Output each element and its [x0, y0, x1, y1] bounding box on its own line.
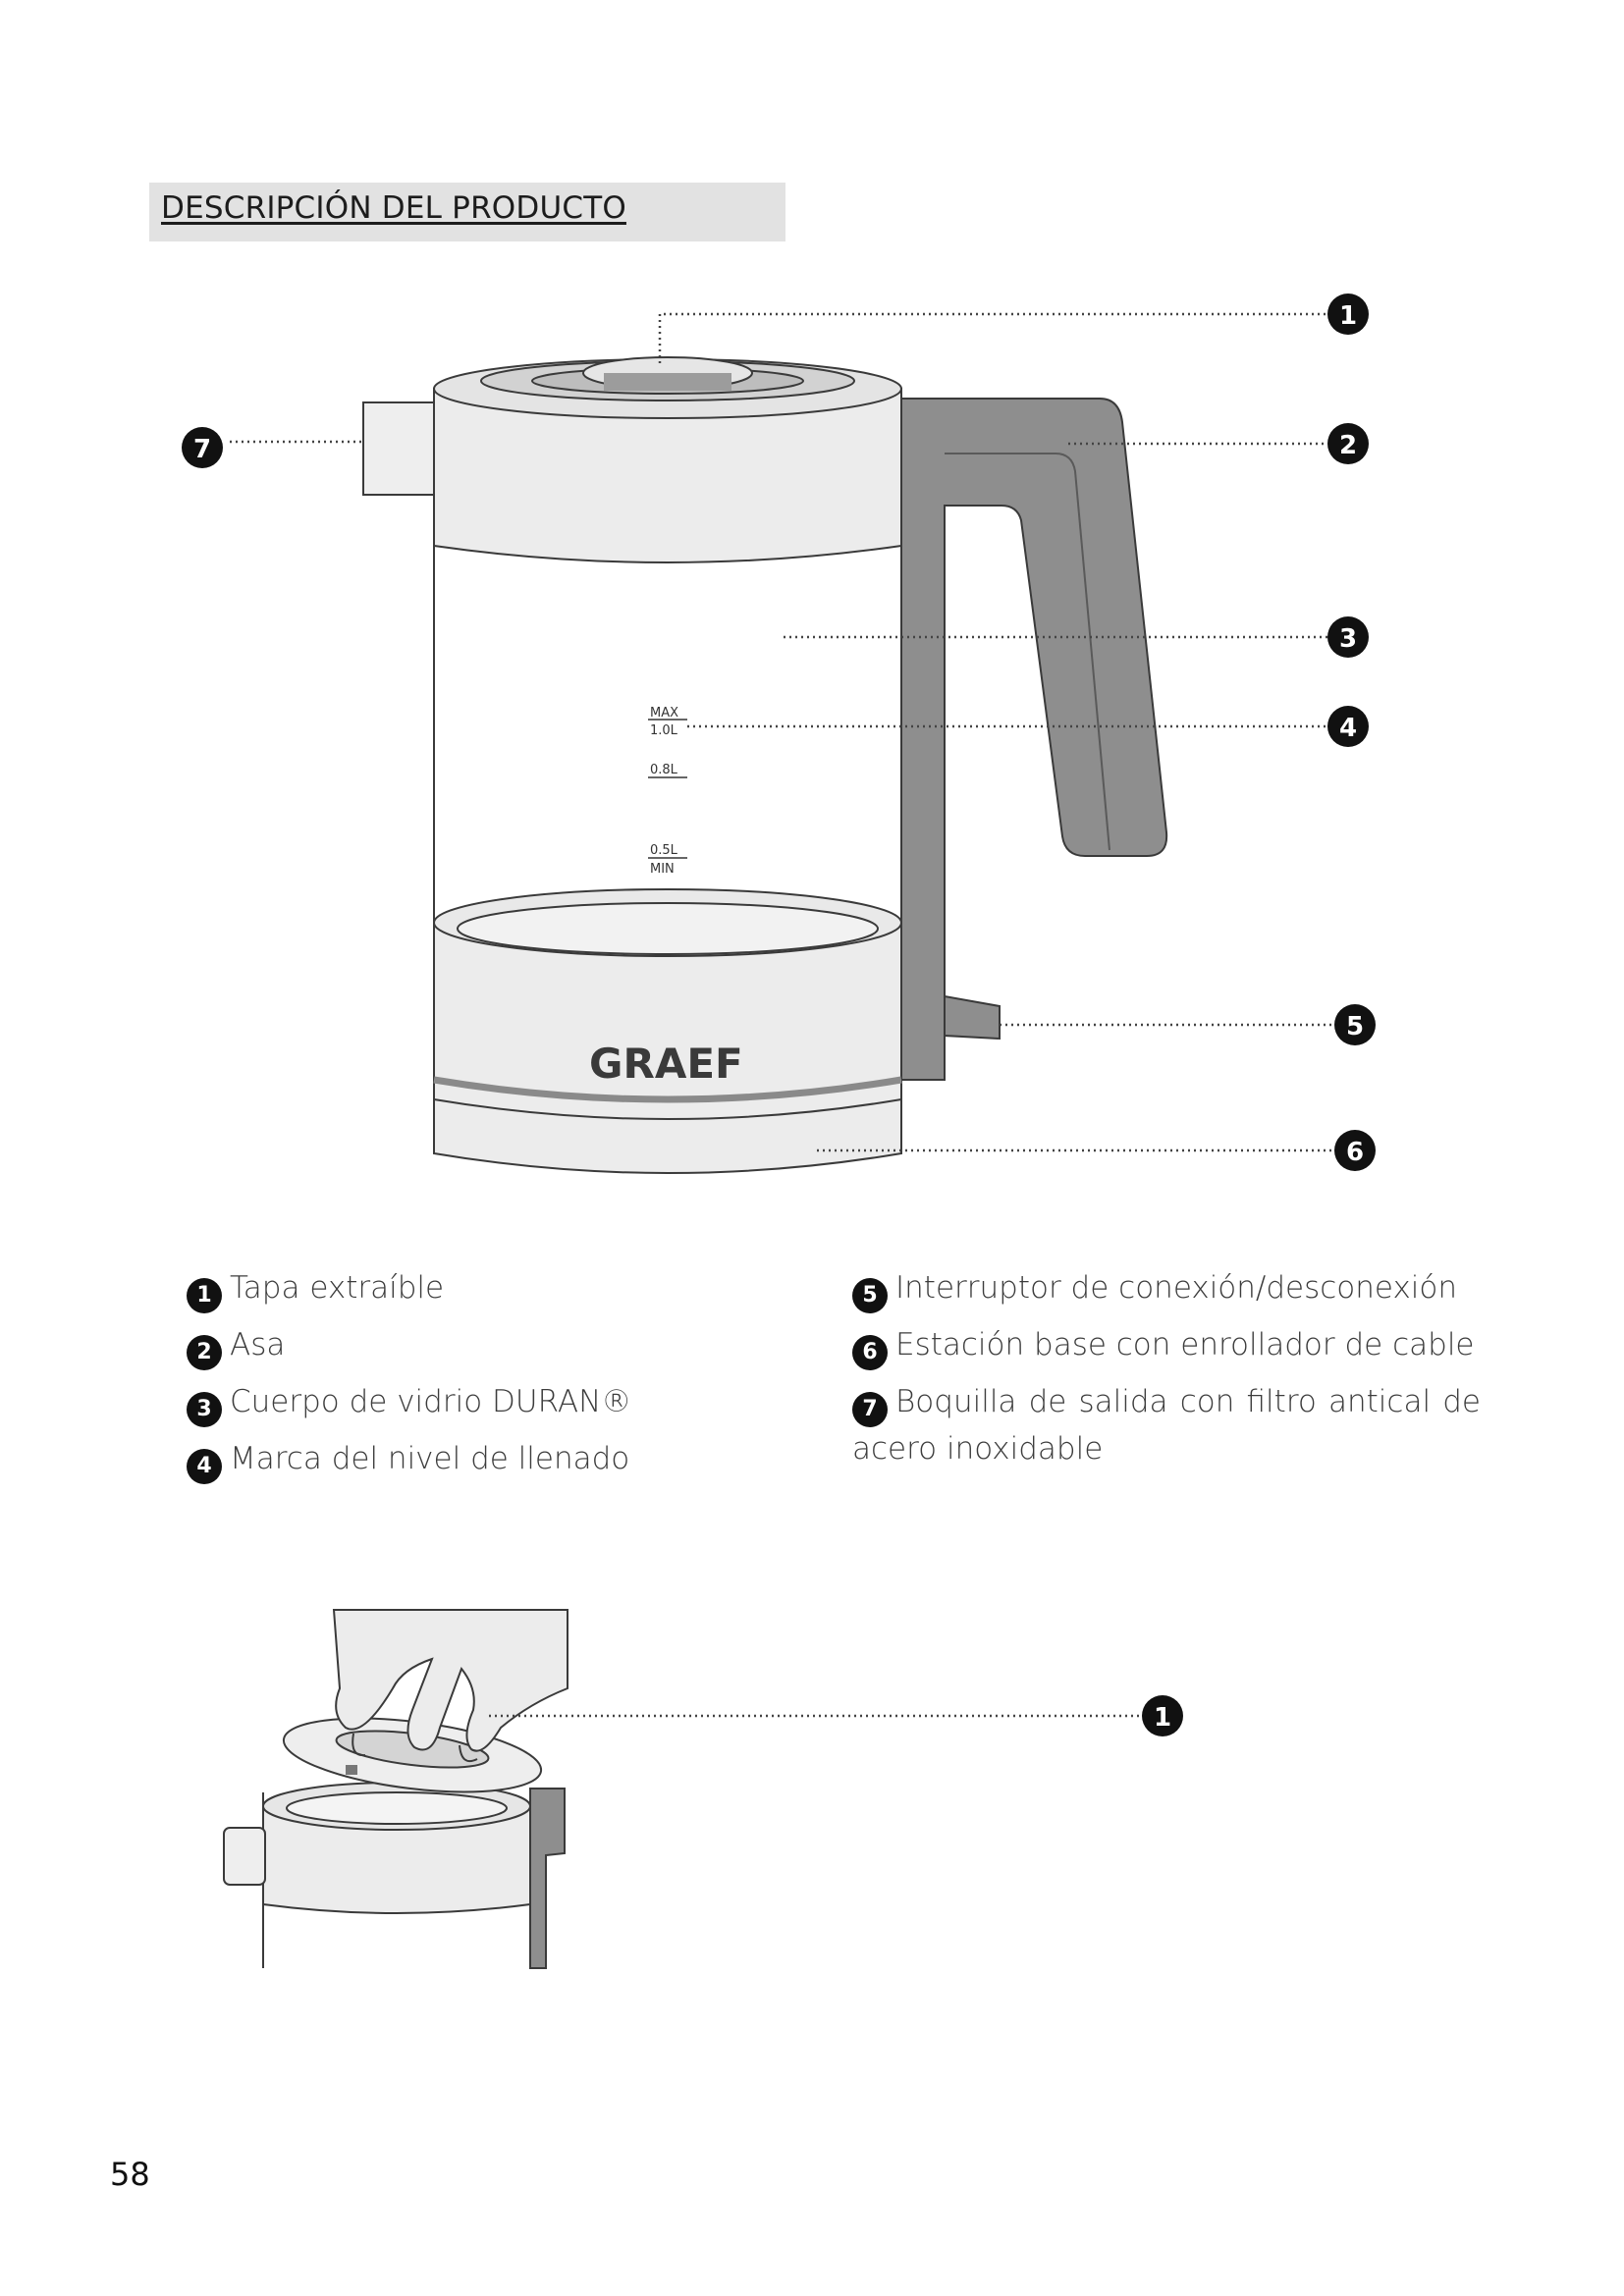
- brand-logo: GRAEF: [589, 1040, 743, 1088]
- level-min-label: MIN: [650, 862, 675, 877]
- level-05-label: 0.5L: [650, 843, 677, 858]
- svg-text:1: 1: [1153, 1703, 1172, 1733]
- legend-text: Estación base con enrollador de cable: [895, 1327, 1475, 1362]
- legend-number-badge: 3: [187, 1392, 222, 1427]
- svg-text:5: 5: [1345, 1012, 1365, 1041]
- legend-number-badge: 7: [852, 1392, 888, 1427]
- legend-number-badge: 4: [187, 1449, 222, 1484]
- level-1l-label: 1.0L: [650, 723, 677, 738]
- legend-text: Interruptor de conexión/desconexión: [895, 1270, 1458, 1306]
- legend-item-1: [187, 1266, 815, 1313]
- level-max-label: MAX: [650, 706, 679, 721]
- svg-text:1: 1: [1338, 301, 1358, 331]
- svg-text:4: 4: [1338, 714, 1358, 743]
- legend-text: Asa: [230, 1327, 286, 1362]
- section-title: DESCRIPCIÓN DEL PRODUCTO: [161, 190, 626, 226]
- callout-3: [1327, 616, 1369, 658]
- legend-right: [852, 1266, 1481, 1470]
- legend-item-3: [187, 1380, 815, 1427]
- lid-removal-illustration: [224, 1610, 1183, 1968]
- svg-text:6: 6: [1345, 1138, 1365, 1167]
- legend-text: Tapa extraíble: [230, 1270, 445, 1306]
- kettle-lid-collar: [434, 357, 901, 562]
- callout-1: [1327, 294, 1369, 335]
- legend-number-badge: 1: [187, 1278, 222, 1313]
- callout-7: [182, 427, 223, 468]
- legend-text: Marca del nivel de llenado: [230, 1441, 630, 1476]
- callout-2: [1327, 423, 1369, 464]
- legend-item-4: [187, 1437, 815, 1484]
- legend-text: Boquilla de salida con filtro antical de acero inoxidable: [852, 1384, 1481, 1467]
- callout-5: [1334, 1004, 1376, 1045]
- base-station: [434, 889, 901, 1173]
- svg-text:2: 2: [1338, 431, 1358, 460]
- on-off-switch: [945, 996, 1000, 1039]
- svg-text:7: 7: [192, 435, 212, 464]
- legend-item-7: [852, 1380, 1481, 1470]
- legend-item-5: [852, 1266, 1481, 1313]
- legend-number-badge: 2: [187, 1335, 222, 1370]
- callout-6: [1334, 1130, 1376, 1171]
- level-08-label: 0.8L: [650, 763, 677, 777]
- svg-text:3: 3: [1338, 624, 1358, 654]
- legend-item-2: [187, 1323, 815, 1370]
- legend-item-6: [852, 1323, 1481, 1370]
- legend-text: Cuerpo de vidrio DURAN®: [230, 1384, 632, 1419]
- spout: [363, 402, 436, 495]
- legend-number-badge: 5: [852, 1278, 888, 1313]
- legend-number-badge: 6: [852, 1335, 888, 1370]
- page-number: 58: [110, 2156, 150, 2193]
- callout-4: [1327, 706, 1369, 747]
- kettle-handle: [895, 399, 1166, 1080]
- legend-left: [187, 1266, 815, 1484]
